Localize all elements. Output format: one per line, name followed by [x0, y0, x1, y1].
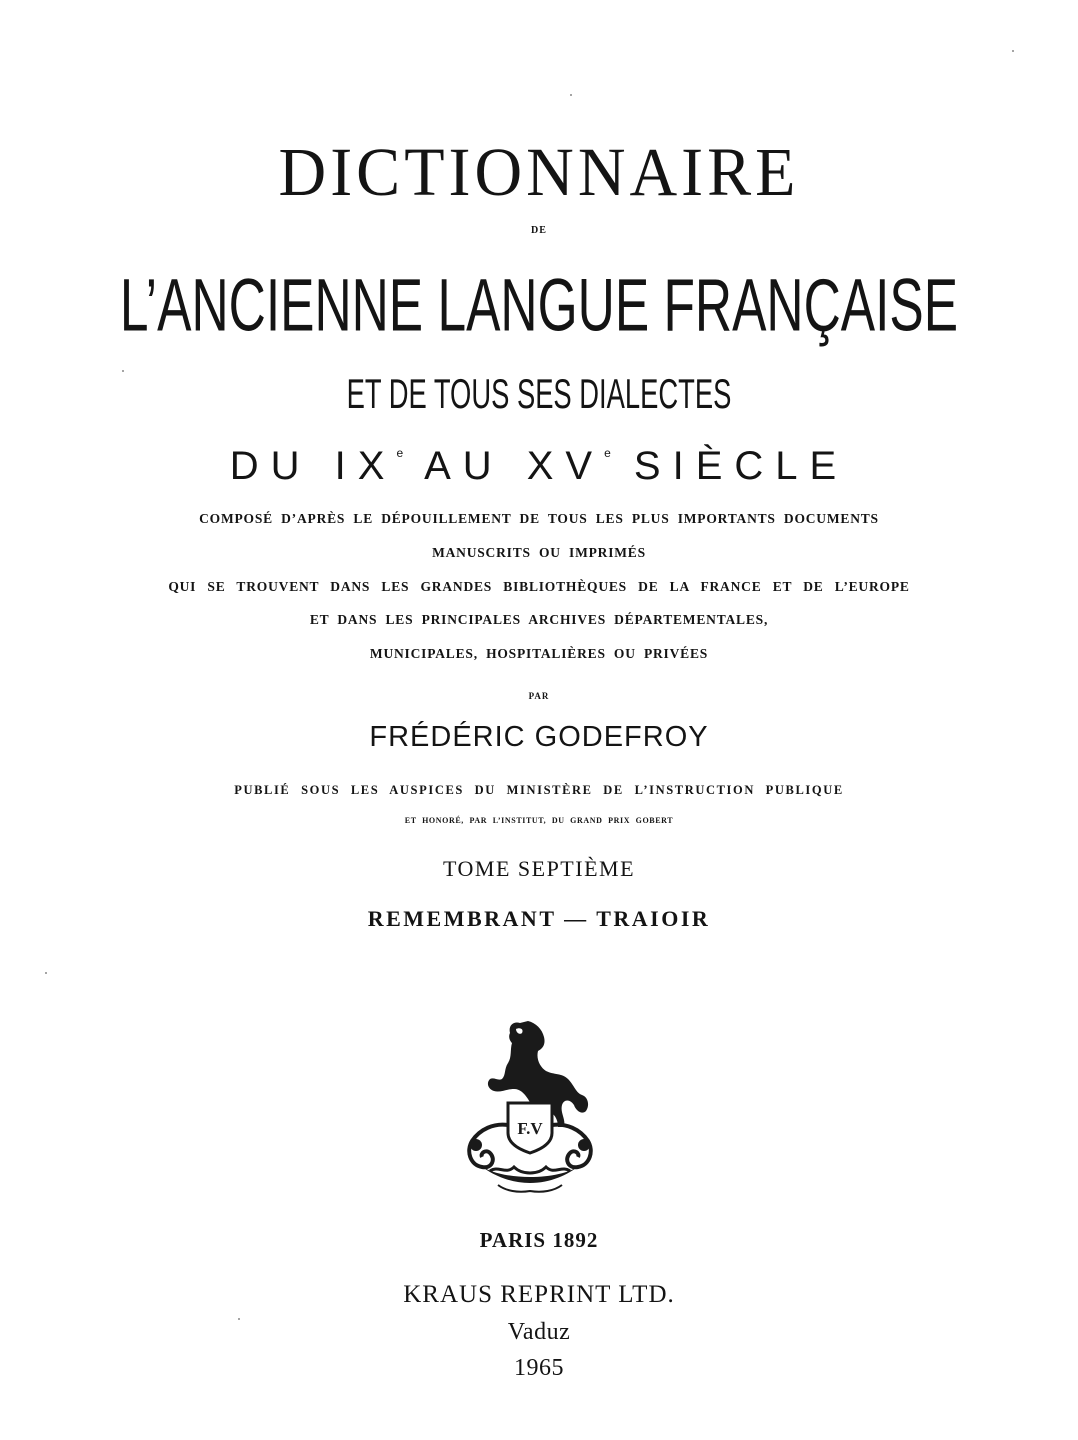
- description-line-3: QUI SE TROUVENT DANS LES GRANDES BIBLIOTHÈQUES DE LA FRANCE ET DE L’EUROPE: [168, 579, 910, 594]
- period-middle: AU XV: [403, 444, 605, 488]
- dictionary-title: DICTIONNAIRE: [278, 134, 800, 211]
- dictionary-subject: L’ANCIENNE LANGUE FRANÇAISE: [119, 263, 959, 347]
- paper-speck: [122, 370, 124, 372]
- paper-speck: [1012, 50, 1014, 52]
- par-label: PAR: [528, 691, 550, 701]
- publication-note: PUBLIÉ SOUS LES AUSPICES DU MINISTÈRE DE L’INSTRUCTION PUBLIQUE: [234, 783, 844, 797]
- dictionary-subtitle: ET DE TOUS SES DIALECTES: [346, 371, 732, 418]
- reprint-publisher: KRAUS REPRINT LTD.: [403, 1281, 675, 1308]
- period-suffix: SIÈCLE: [610, 444, 849, 488]
- honor-note: ET HONORÉ, PAR L’INSTITUT, DU GRAND PRIX GOBERT: [404, 816, 674, 825]
- volume-label: TOME SEPTIÈME: [442, 856, 636, 881]
- emblem-monogram: F.V: [517, 1119, 543, 1138]
- publisher-emblem-horse-icon: [450, 1015, 610, 1195]
- paper-speck: [570, 94, 572, 96]
- description-line-1: COMPOSÉ D’APRÈS LE DÉPOUILLEMENT DE TOUS LES PLUS IMPORTANTS DOCUMENTS: [199, 511, 879, 526]
- author-name: FRÉDÉRIC GODEFROY: [369, 721, 709, 753]
- reprint-place: Vaduz: [507, 1319, 571, 1345]
- paper-speck: [238, 1318, 240, 1320]
- paper-speck: [45, 972, 47, 974]
- period-prefix: DU IX: [229, 444, 397, 488]
- period-sup-1: e: [396, 446, 404, 460]
- original-imprint: PARIS 1892: [479, 1228, 599, 1252]
- title-connector-de: DE: [531, 225, 547, 236]
- volume-range: REMEMBRANT — TRAIOIR: [367, 906, 711, 931]
- period-sup-2: e: [604, 446, 611, 460]
- dictionary-period: [0, 446, 1078, 486]
- description-line-2: MANUSCRITS OU IMPRIMÉS: [432, 545, 646, 560]
- reprint-year: 1965: [514, 1355, 564, 1381]
- description-line-5: MUNICIPALES, HOSPITALIÈRES OU PRIVÉES: [369, 646, 709, 661]
- description-line-4: ET DANS LES PRINCIPALES ARCHIVES DÉPARTEMENTALES,: [309, 612, 769, 627]
